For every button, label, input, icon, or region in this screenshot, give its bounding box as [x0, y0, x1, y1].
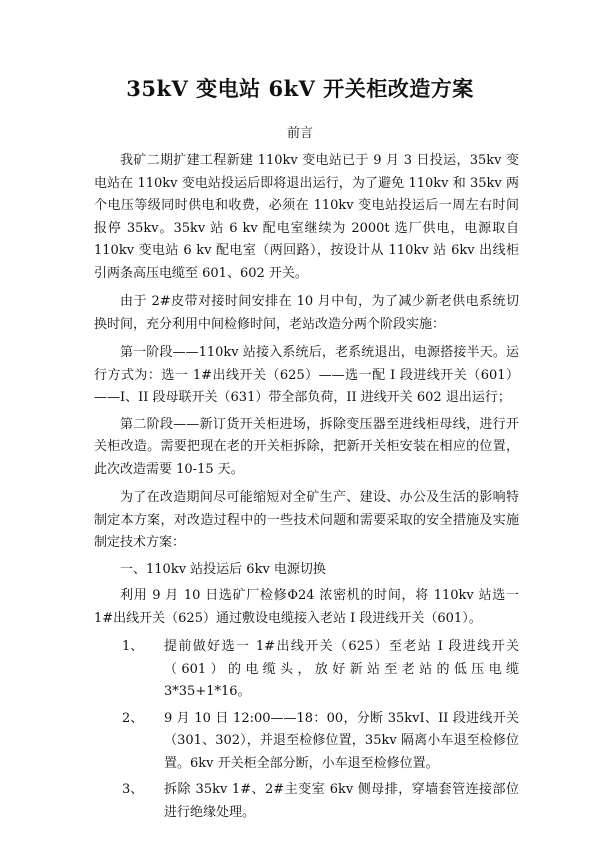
- list-item: [94, 708, 519, 776]
- document-title: 35kV 变电站 6kV 开关柜改造方案: [126, 76, 474, 101]
- paragraph: 第一阶段——110kv 站接入系统后，老系统退出，电源搭接半天。运行方式为：选一 1#出线开关（625）——选一配 I 段进线开关（601）——I、II 段母联开关（631）带全部负荷，II 进线开关 602 退出运行；: [94, 345, 519, 405]
- list-item: [94, 779, 519, 824]
- list-item: [94, 636, 519, 704]
- paragraph: 利用 9 月 10 日选矿厂检修Φ24 浓密机的时间，将 110kv 站选一 1#出线开关（625）通过敷设电缆接入老站 I 段进线开关（601）。: [94, 588, 519, 626]
- list-item-number: 2、: [122, 710, 144, 726]
- paragraph: 为了在改造期间尽可能缩短对全矿生产、建设、办公及生活的影响特制定本方案，对改造过程中的一些技术问题和需要采取的安全措施及实施制定技术方案：: [94, 490, 519, 550]
- list-item-number: 1、: [122, 639, 144, 654]
- section-heading: 一、110kv 站投运后 6kv 电源切换: [120, 561, 326, 577]
- list-item-text: 9 月 10 日 12:00——18：00，分断 35kvI、II 段进线开关（301、302），并退至检修位置，35kv 隔离小车退至检修位置。6kv 开关柜全部分断，小车退至检修位置。: [164, 710, 519, 771]
- paragraph: 由于 2#皮带对接时间安排在 10 月中旬，为了减少新老供电系统切换时间，充分利用中间检修时间，老站改造分两个阶段实施：: [94, 294, 519, 332]
- document-body: [94, 150, 519, 828]
- list-item-number: 3、: [122, 782, 144, 797]
- paragraph: 我矿二期扩建工程新建 110kv 变电站已于 9 月 3 日投运，35kv 变电站在 110kv 变电站投运后即将退出运行，为了避免 110kv 和 35kv 两个电压等级同时供电和收费，必须在 110kv 变电站投运后一周左右时间报停 35kv。35kv 站 6 kv 配电室继续为 2000t 选厂供电，电源取自 110kv 变电站 6 kv 配电室（两回路），按设计从 110kv 站 6kv 出线柜引两条高压电缆至 601、602 开关。: [94, 153, 519, 281]
- list-item-text: 拆除 35kv 1#、2#主变室 6kv 侧母排，穿墙套管连接部位进行绝缘处理。: [164, 782, 519, 820]
- paragraph: 第二阶段——新订货开关柜进场，拆除变压器至进线柜母线，进行开关柜改造。需要把现在老的开关柜拆除，把新开关柜安装在相应的位置，此次改造需要 10-15 天。: [94, 416, 519, 477]
- list-item-text: 提前做好选一 1#出线开关（625）至老站 I 段进线开关（601）的电缆头，放好新站至老站的低压电缆 3*35+1*16。: [164, 639, 519, 699]
- section-heading-preface: 前言: [286, 126, 313, 141]
